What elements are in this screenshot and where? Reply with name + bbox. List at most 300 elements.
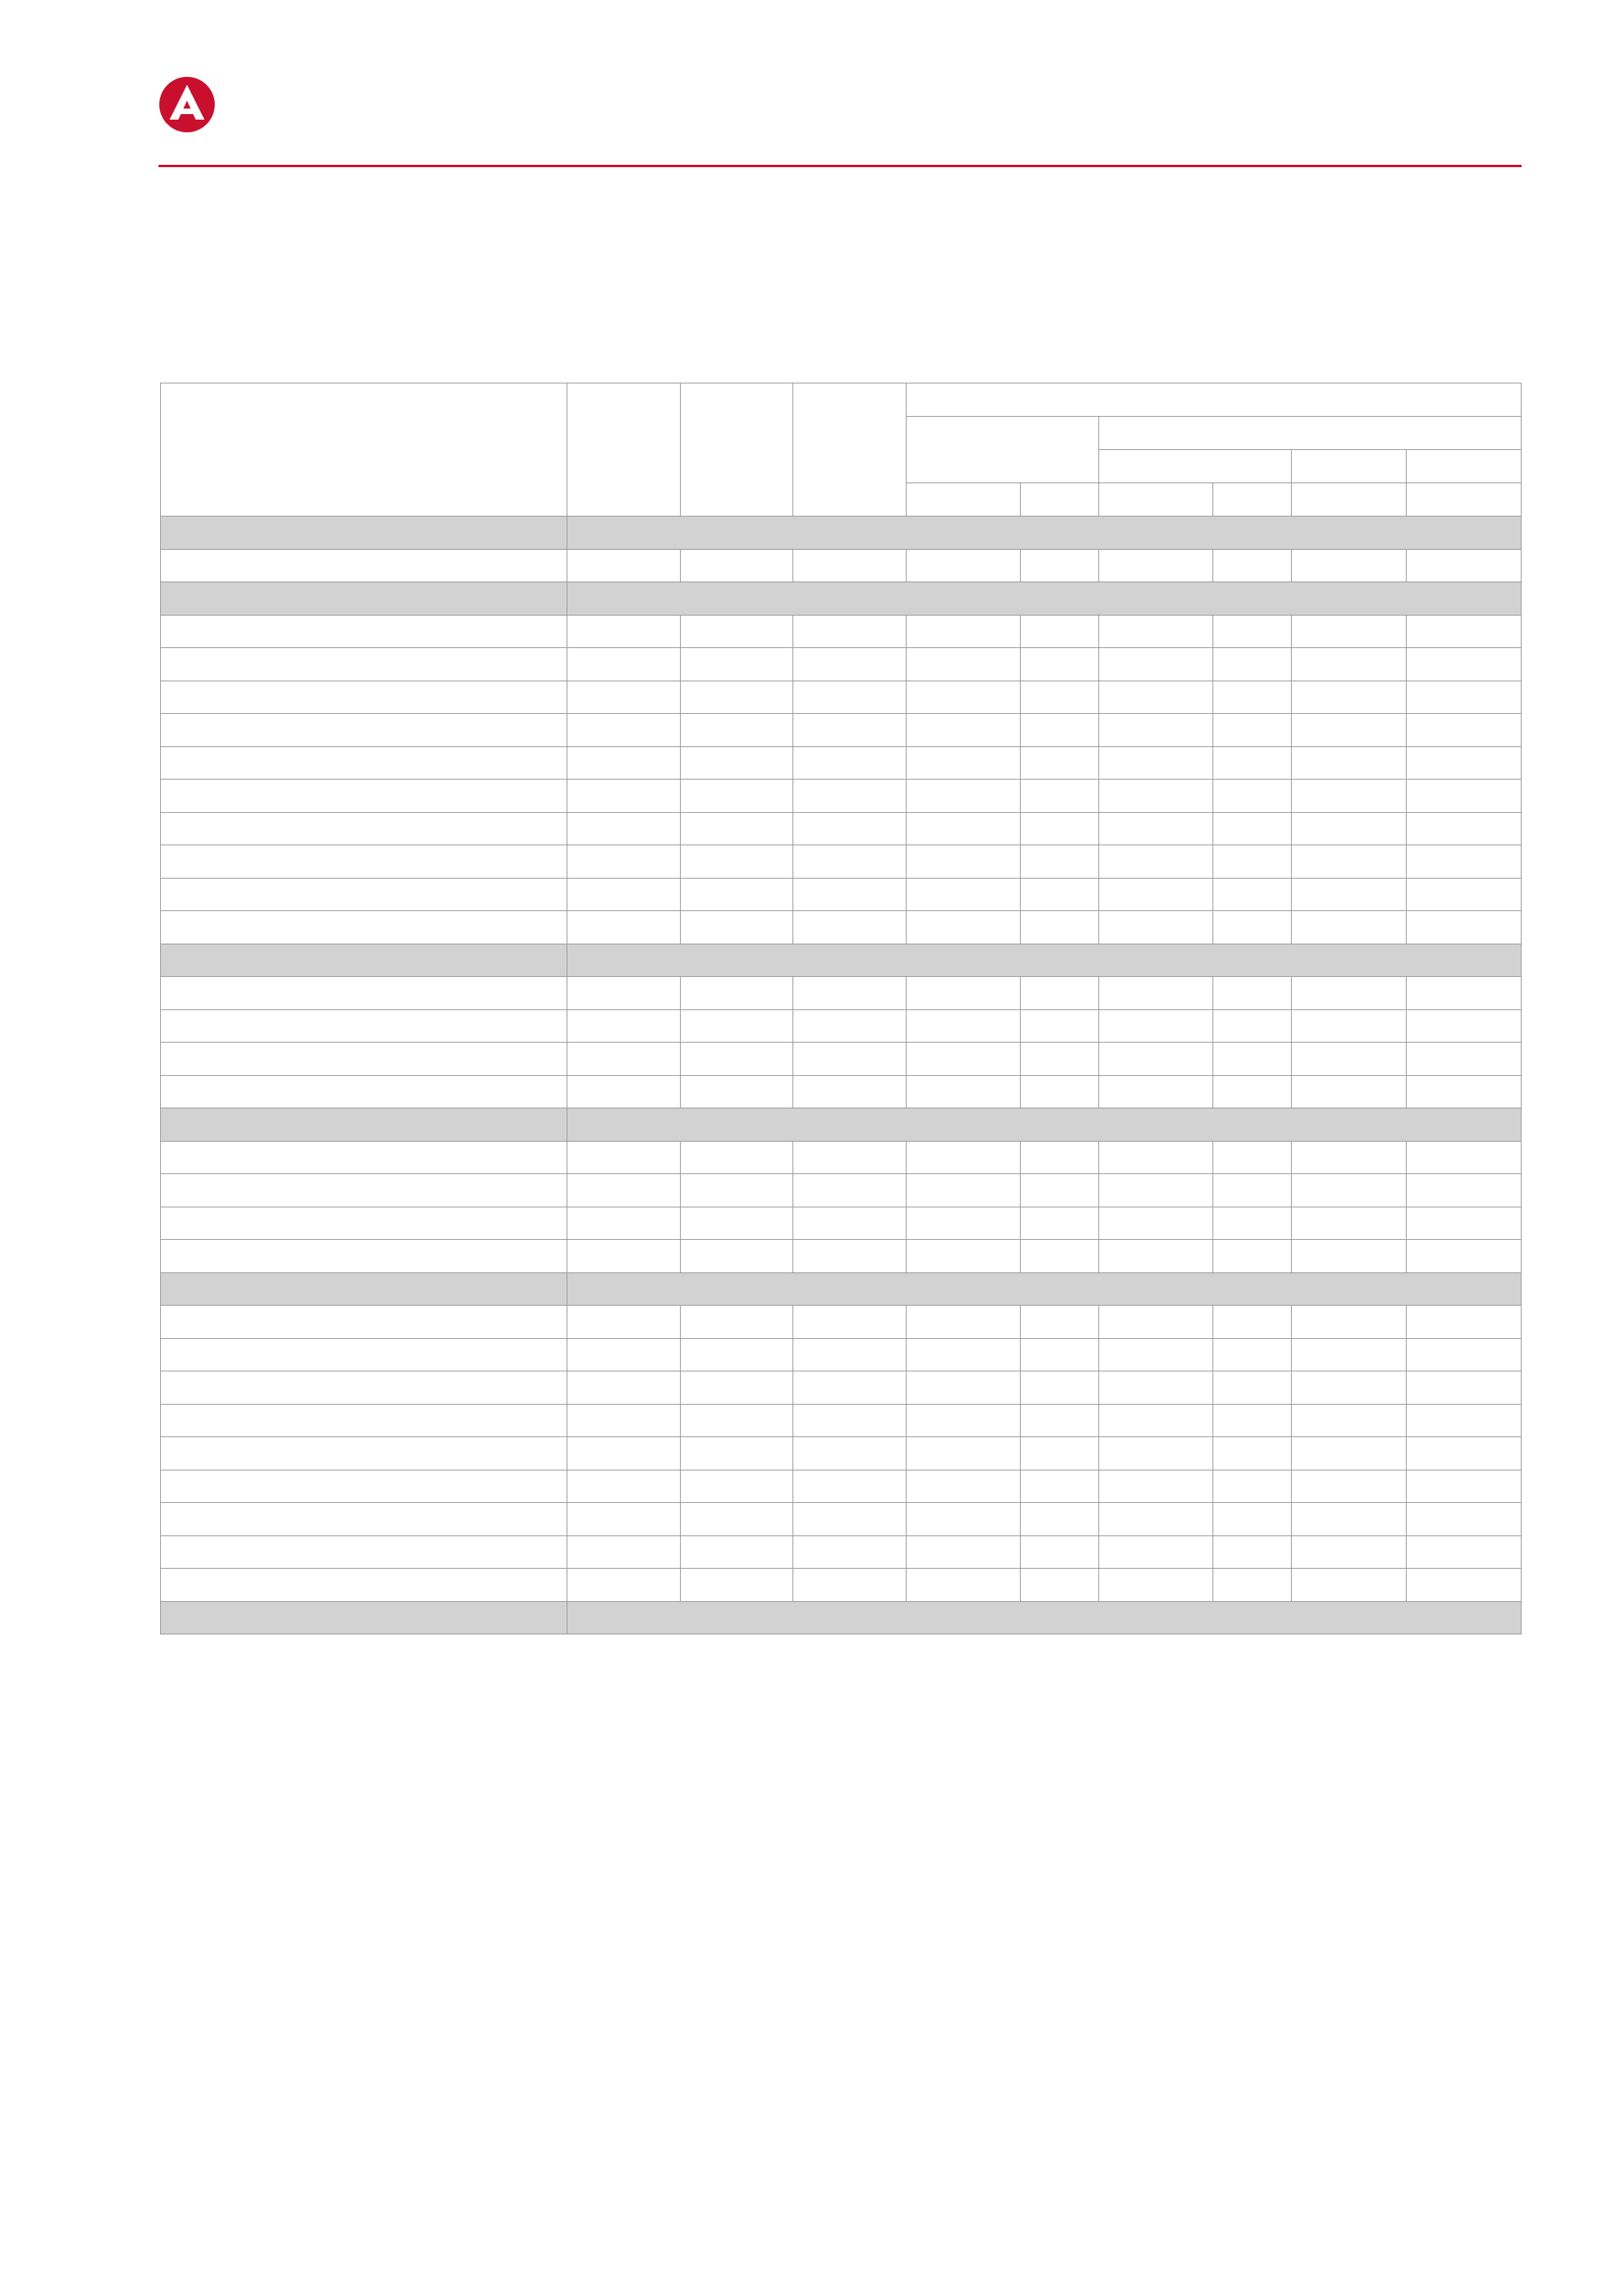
table-cell bbox=[1021, 1306, 1099, 1339]
table-cell bbox=[1292, 1075, 1407, 1108]
table-cell bbox=[1099, 1174, 1213, 1207]
table-cell bbox=[567, 1569, 681, 1602]
table-cell bbox=[1407, 1207, 1522, 1240]
table-cell bbox=[681, 1535, 793, 1569]
table-cell bbox=[1213, 780, 1292, 813]
row-label bbox=[161, 878, 567, 911]
table-cell bbox=[793, 1075, 907, 1108]
table-cell bbox=[1407, 1009, 1522, 1043]
table-cell bbox=[1407, 878, 1522, 911]
table-cell bbox=[1292, 1338, 1407, 1371]
row-label bbox=[161, 1141, 567, 1174]
table-cell bbox=[567, 1240, 681, 1273]
table-cell bbox=[907, 878, 1021, 911]
table-cell bbox=[1407, 681, 1522, 714]
table-cell bbox=[567, 615, 681, 648]
table-cell bbox=[567, 1470, 681, 1503]
table-cell bbox=[793, 1240, 907, 1273]
table-row bbox=[161, 780, 1522, 813]
table-cell bbox=[567, 1207, 681, 1240]
table-cell bbox=[793, 549, 907, 582]
table-cell bbox=[1292, 681, 1407, 714]
table-cell bbox=[1407, 812, 1522, 845]
table-cell bbox=[681, 812, 793, 845]
table-cell bbox=[1407, 1338, 1522, 1371]
section-filler bbox=[567, 517, 1522, 550]
table-cell bbox=[907, 1141, 1021, 1174]
table-body bbox=[161, 517, 1522, 1634]
table-cell bbox=[1021, 1075, 1099, 1108]
table-row bbox=[161, 1535, 1522, 1569]
table-row bbox=[161, 1470, 1522, 1503]
header-jun-2009-pct bbox=[1407, 483, 1522, 517]
row-label bbox=[161, 780, 567, 813]
table-cell bbox=[1099, 845, 1213, 879]
table-cell bbox=[567, 1404, 681, 1437]
table-cell bbox=[1213, 1371, 1292, 1405]
table-row bbox=[161, 549, 1522, 582]
table-cell bbox=[1021, 911, 1099, 944]
table-row bbox=[161, 1009, 1522, 1043]
table-cell bbox=[907, 1338, 1021, 1371]
table-cell bbox=[1099, 780, 1213, 813]
table-cell bbox=[1213, 1075, 1292, 1108]
table-row bbox=[161, 1240, 1522, 1273]
table-cell bbox=[793, 1009, 907, 1043]
table-cell bbox=[1213, 1306, 1292, 1339]
table-cell bbox=[681, 911, 793, 944]
section-label bbox=[161, 1601, 567, 1634]
table-cell bbox=[907, 1371, 1021, 1405]
table-cell bbox=[567, 1009, 681, 1043]
section-filler bbox=[567, 582, 1522, 616]
table-cell bbox=[793, 1141, 907, 1174]
bundesagentur-logo-icon bbox=[158, 76, 216, 133]
row-label bbox=[161, 681, 567, 714]
table-cell bbox=[1407, 1569, 1522, 1602]
header-vorjahr-pct bbox=[1213, 483, 1292, 517]
table-cell bbox=[1292, 845, 1407, 879]
labour-market-table bbox=[160, 383, 1522, 1634]
table-cell bbox=[681, 780, 793, 813]
table-cell bbox=[1021, 1141, 1099, 1174]
table-cell bbox=[907, 1174, 1021, 1207]
table-cell bbox=[793, 746, 907, 780]
row-label bbox=[161, 1240, 567, 1273]
table-cell bbox=[1292, 1371, 1407, 1405]
table-cell bbox=[1213, 1404, 1292, 1437]
table-cell bbox=[1099, 1207, 1213, 1240]
table-cell bbox=[1292, 1437, 1407, 1470]
table-cell bbox=[1021, 648, 1099, 681]
table-cell bbox=[1099, 714, 1213, 747]
table-cell bbox=[1407, 1174, 1522, 1207]
table-cell bbox=[1099, 1470, 1213, 1503]
table-cell bbox=[1099, 1535, 1213, 1569]
table-cell bbox=[907, 615, 1021, 648]
table-cell bbox=[1099, 1404, 1213, 1437]
table-cell bbox=[1292, 1470, 1407, 1503]
table-cell bbox=[567, 681, 681, 714]
table-cell bbox=[1213, 878, 1292, 911]
section-header-row bbox=[161, 1272, 1522, 1306]
table-cell bbox=[907, 845, 1021, 879]
table-cell bbox=[1292, 1174, 1407, 1207]
table-cell bbox=[1407, 648, 1522, 681]
table-cell bbox=[1213, 1569, 1292, 1602]
table-cell bbox=[681, 1043, 793, 1076]
header-vorjahresmonat bbox=[1099, 417, 1522, 450]
table-cell bbox=[567, 714, 681, 747]
table-cell bbox=[793, 1503, 907, 1536]
header-jun-2010 bbox=[793, 383, 907, 517]
header-aug-2009 bbox=[1099, 450, 1292, 483]
row-label bbox=[161, 1207, 567, 1240]
section-label bbox=[161, 1272, 567, 1306]
table-cell bbox=[567, 977, 681, 1010]
table-row bbox=[161, 714, 1522, 747]
header-aug-2010 bbox=[567, 383, 681, 517]
row-label bbox=[161, 812, 567, 845]
table-cell bbox=[1021, 780, 1099, 813]
table-cell bbox=[1213, 1240, 1292, 1273]
table-row bbox=[161, 1338, 1522, 1371]
table-cell bbox=[793, 977, 907, 1010]
table-cell bbox=[907, 1535, 1021, 1569]
table-cell bbox=[681, 1240, 793, 1273]
table-cell bbox=[793, 845, 907, 879]
table-cell bbox=[907, 1437, 1021, 1470]
table-cell bbox=[1021, 714, 1099, 747]
table-cell bbox=[567, 648, 681, 681]
table-cell bbox=[1407, 1371, 1522, 1405]
section-label bbox=[161, 1108, 567, 1142]
table-cell bbox=[1407, 714, 1522, 747]
table-cell bbox=[1213, 977, 1292, 1010]
row-label bbox=[161, 1371, 567, 1405]
table-cell bbox=[567, 549, 681, 582]
table-cell bbox=[1213, 1043, 1292, 1076]
table-cell bbox=[793, 1371, 907, 1405]
row-label bbox=[161, 845, 567, 879]
row-label bbox=[161, 746, 567, 780]
table-cell bbox=[1021, 1404, 1099, 1437]
table-cell bbox=[793, 878, 907, 911]
table-cell bbox=[1292, 1207, 1407, 1240]
table-cell bbox=[1099, 549, 1213, 582]
table-cell bbox=[793, 812, 907, 845]
section-filler bbox=[567, 1601, 1522, 1634]
table-cell bbox=[681, 977, 793, 1010]
table-cell bbox=[907, 549, 1021, 582]
table-cell bbox=[1407, 1404, 1522, 1437]
table-cell bbox=[1099, 681, 1213, 714]
row-label bbox=[161, 1535, 567, 1569]
table-cell bbox=[793, 1535, 907, 1569]
row-label bbox=[161, 648, 567, 681]
table-cell bbox=[1213, 1338, 1292, 1371]
table-cell bbox=[567, 1535, 681, 1569]
table-row bbox=[161, 812, 1522, 845]
section-header-row bbox=[161, 1108, 1522, 1142]
table-cell bbox=[793, 1404, 907, 1437]
table-cell bbox=[567, 845, 681, 879]
header-divider bbox=[158, 165, 1522, 167]
table-cell bbox=[1021, 549, 1099, 582]
table-cell bbox=[567, 1338, 681, 1371]
table-cell bbox=[907, 1503, 1021, 1536]
table-cell bbox=[1292, 878, 1407, 911]
table-cell bbox=[1292, 1306, 1407, 1339]
table-cell bbox=[1021, 746, 1099, 780]
table-row bbox=[161, 977, 1522, 1010]
header-jul-2010 bbox=[681, 383, 793, 517]
table-cell bbox=[1021, 1470, 1099, 1503]
table-cell bbox=[907, 977, 1021, 1010]
table-cell bbox=[793, 1569, 907, 1602]
table-cell bbox=[567, 1043, 681, 1076]
table-cell bbox=[793, 1174, 907, 1207]
table-cell bbox=[1021, 977, 1099, 1010]
table-cell bbox=[1292, 812, 1407, 845]
section-label bbox=[161, 517, 567, 550]
table-cell bbox=[567, 1306, 681, 1339]
row-label bbox=[161, 977, 567, 1010]
table-cell bbox=[907, 1470, 1021, 1503]
section-header-row bbox=[161, 582, 1522, 616]
table-cell bbox=[681, 1174, 793, 1207]
table-cell bbox=[1213, 714, 1292, 747]
table-cell bbox=[1213, 615, 1292, 648]
table-row bbox=[161, 1075, 1522, 1108]
table-cell bbox=[907, 714, 1021, 747]
table-cell bbox=[681, 1437, 793, 1470]
table-cell bbox=[1021, 1569, 1099, 1602]
table-cell bbox=[907, 812, 1021, 845]
row-label bbox=[161, 1306, 567, 1339]
table-cell bbox=[1407, 1141, 1522, 1174]
table-row bbox=[161, 878, 1522, 911]
table-cell bbox=[681, 1141, 793, 1174]
table-cell bbox=[681, 681, 793, 714]
table-cell bbox=[1021, 845, 1099, 879]
table-cell bbox=[1407, 1437, 1522, 1470]
section-label bbox=[161, 582, 567, 616]
table-cell bbox=[1099, 1075, 1213, 1108]
table-cell bbox=[1021, 1338, 1099, 1371]
table-cell bbox=[907, 746, 1021, 780]
table-cell bbox=[793, 1338, 907, 1371]
table-cell bbox=[681, 615, 793, 648]
table-row bbox=[161, 648, 1522, 681]
table-cell bbox=[1292, 780, 1407, 813]
table-cell bbox=[1407, 1503, 1522, 1536]
table-cell bbox=[681, 549, 793, 582]
table-cell bbox=[681, 1470, 793, 1503]
table-cell bbox=[681, 1371, 793, 1405]
table-row bbox=[161, 681, 1522, 714]
table-cell bbox=[1292, 648, 1407, 681]
table-cell bbox=[1021, 878, 1099, 911]
header-jul-2009-pct bbox=[1292, 483, 1407, 517]
table-cell bbox=[567, 1075, 681, 1108]
row-label bbox=[161, 1075, 567, 1108]
table-cell bbox=[793, 911, 907, 944]
table-cell bbox=[1099, 1503, 1213, 1536]
table-cell bbox=[567, 780, 681, 813]
table-cell bbox=[1213, 746, 1292, 780]
table-cell bbox=[1292, 615, 1407, 648]
table-cell bbox=[1099, 648, 1213, 681]
table-cell bbox=[1099, 1141, 1213, 1174]
table-cell bbox=[1021, 615, 1099, 648]
table-cell bbox=[681, 1338, 793, 1371]
table-cell bbox=[907, 1207, 1021, 1240]
table-cell bbox=[681, 746, 793, 780]
table-cell bbox=[567, 1141, 681, 1174]
table-row bbox=[161, 845, 1522, 879]
table-row bbox=[161, 1174, 1522, 1207]
table-cell bbox=[1213, 1141, 1292, 1174]
table-row bbox=[161, 1569, 1522, 1602]
table-cell bbox=[681, 1569, 793, 1602]
table-cell bbox=[1213, 1470, 1292, 1503]
table-cell bbox=[1099, 615, 1213, 648]
table-row bbox=[161, 1207, 1522, 1240]
table-cell bbox=[1099, 1043, 1213, 1076]
table-cell bbox=[681, 1009, 793, 1043]
table-cell bbox=[793, 714, 907, 747]
table-cell bbox=[1292, 1009, 1407, 1043]
table-cell bbox=[681, 845, 793, 879]
row-label bbox=[161, 714, 567, 747]
table-cell bbox=[1292, 977, 1407, 1010]
table-cell bbox=[1292, 1503, 1407, 1536]
header-merkmale bbox=[161, 383, 567, 517]
table-cell bbox=[1099, 1338, 1213, 1371]
table-row bbox=[161, 1141, 1522, 1174]
table-cell bbox=[907, 1240, 1021, 1273]
table-cell bbox=[567, 878, 681, 911]
table-cell bbox=[793, 1470, 907, 1503]
table-cell bbox=[793, 1306, 907, 1339]
section-label bbox=[161, 944, 567, 977]
table-cell bbox=[907, 1043, 1021, 1076]
table-cell bbox=[681, 1306, 793, 1339]
table-cell bbox=[1407, 911, 1522, 944]
header-vorjahr-absolut bbox=[1099, 483, 1213, 517]
table-cell bbox=[1021, 681, 1099, 714]
table-cell bbox=[1292, 1141, 1407, 1174]
table-row bbox=[161, 911, 1522, 944]
table-cell bbox=[567, 1437, 681, 1470]
table-row bbox=[161, 1306, 1522, 1339]
table-cell bbox=[681, 714, 793, 747]
table-cell bbox=[1292, 911, 1407, 944]
header-change bbox=[907, 383, 1522, 417]
table-cell bbox=[793, 681, 907, 714]
table-cell bbox=[907, 780, 1021, 813]
table-cell bbox=[1099, 878, 1213, 911]
table-cell bbox=[1407, 1470, 1522, 1503]
table-cell bbox=[681, 648, 793, 681]
table-cell bbox=[793, 1437, 907, 1470]
table-cell bbox=[1213, 1174, 1292, 1207]
table-cell bbox=[907, 1075, 1021, 1108]
table-cell bbox=[567, 911, 681, 944]
table-cell bbox=[1407, 1535, 1522, 1569]
table-row bbox=[161, 1404, 1522, 1437]
table-cell bbox=[567, 1503, 681, 1536]
row-label bbox=[161, 911, 567, 944]
row-label bbox=[161, 1437, 567, 1470]
table-cell bbox=[1021, 1437, 1099, 1470]
table-cell bbox=[1407, 549, 1522, 582]
table-cell bbox=[1407, 1240, 1522, 1273]
table-cell bbox=[681, 1075, 793, 1108]
table-cell bbox=[567, 812, 681, 845]
table-cell bbox=[1099, 1009, 1213, 1043]
table-cell bbox=[1213, 845, 1292, 879]
table-cell bbox=[1021, 1535, 1099, 1569]
table-cell bbox=[1407, 780, 1522, 813]
table-cell bbox=[907, 911, 1021, 944]
table-cell bbox=[1099, 1437, 1213, 1470]
table-cell bbox=[1213, 549, 1292, 582]
table-cell bbox=[567, 1371, 681, 1405]
table-cell bbox=[681, 878, 793, 911]
table-cell bbox=[567, 1174, 681, 1207]
table-cell bbox=[1213, 1437, 1292, 1470]
table-cell bbox=[567, 746, 681, 780]
table-cell bbox=[1021, 1371, 1099, 1405]
table-cell bbox=[1099, 812, 1213, 845]
section-header-row bbox=[161, 517, 1522, 550]
row-label bbox=[161, 1043, 567, 1076]
table-cell bbox=[1292, 1569, 1407, 1602]
table-cell bbox=[793, 648, 907, 681]
table-cell bbox=[1021, 1240, 1099, 1273]
table-row bbox=[161, 746, 1522, 780]
section-filler bbox=[567, 1108, 1522, 1142]
table-cell bbox=[1292, 1240, 1407, 1273]
table-cell bbox=[1213, 1009, 1292, 1043]
table-cell bbox=[907, 1009, 1021, 1043]
section-filler bbox=[567, 1272, 1522, 1306]
table-cell bbox=[1099, 1306, 1213, 1339]
table-cell bbox=[1292, 549, 1407, 582]
table-cell bbox=[1099, 911, 1213, 944]
row-label bbox=[161, 1338, 567, 1371]
table-cell bbox=[1099, 746, 1213, 780]
table-row bbox=[161, 1437, 1522, 1470]
table-cell bbox=[1021, 1009, 1099, 1043]
table-cell bbox=[681, 1207, 793, 1240]
table-cell bbox=[1407, 845, 1522, 879]
row-label bbox=[161, 615, 567, 648]
section-filler bbox=[567, 944, 1522, 977]
table-cell bbox=[1407, 1043, 1522, 1076]
table-cell bbox=[1213, 1503, 1292, 1536]
table-cell bbox=[1213, 1535, 1292, 1569]
table-cell bbox=[1292, 714, 1407, 747]
header-vormonat bbox=[907, 417, 1099, 483]
row-label bbox=[161, 1503, 567, 1536]
table-row bbox=[161, 615, 1522, 648]
table-cell bbox=[907, 1404, 1021, 1437]
table-cell bbox=[907, 681, 1021, 714]
table-cell bbox=[1021, 1174, 1099, 1207]
